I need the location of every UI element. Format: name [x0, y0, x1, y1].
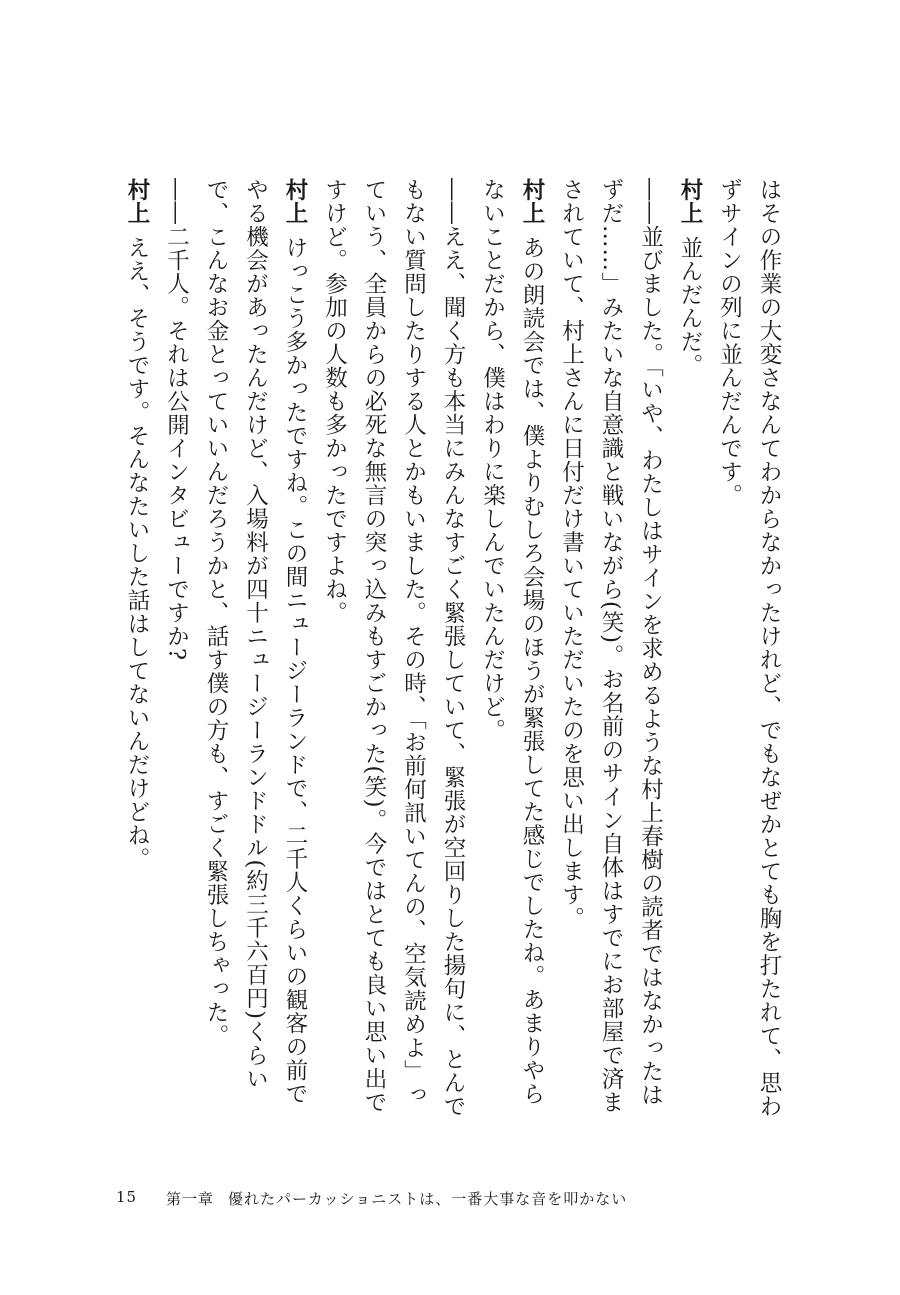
paragraph-6: 村上けっこう多かったですね。この間ニュージーランドで、二千人くらいの観客の前でやる機会があったんだけど、入場料が四十ニュージーランドドル(約三千六百円)くらいで、こんなお金とっていいんだろうかと、話す僕の方も、すごく緊張しちゃった。	[203, 178, 308, 1106]
speaker-label: 村上	[282, 178, 308, 225]
page-number: 15	[116, 1188, 138, 1206]
running-head	[166, 1188, 627, 1209]
paragraph-4: 村上あの朗読会では、僕よりむしろ会場のほうが緊張してた感じでしたね。あまりやらないことだから、僕はわりに楽しんでいたんだけど。	[479, 178, 545, 1106]
speaker-label: 村上	[519, 178, 545, 225]
speaker-label: 村上	[677, 178, 703, 225]
paragraph-7: ――二千人。それは公開インタビューですか?	[163, 178, 190, 662]
chapter-title: 優れたパーカッショニストは、一番大事な音を叩かない	[228, 1190, 628, 1208]
paragraph-3: ――並びました。「いや、わたしはサインを求めるような村上春樹の読者ではなかったはずだ……」みたいな自意識と戦いながら(笑)。お名前のサイン自体はすでにお部屋で済まされていて、村上さんに日付だけ書いていただいたのを思い出します。	[558, 178, 664, 1115]
page-footer	[0, 1188, 900, 1218]
body-text	[88, 178, 788, 1128]
chapter-label: 第一章	[166, 1190, 215, 1208]
speaker-label: 村上	[124, 178, 150, 225]
paragraph-1: はその作業の大変さなんてわからなかったけれど、でもなぜかとても胸を打たれて、思わずサインの列に並んだんです。	[716, 178, 782, 1118]
paragraph-5: ――ええ、聞く方も本当にみんなすごく緊張していて、緊張が空回りした揚句に、とんでもない質問したりする人とかもいました。その時、「お前何訊いてんの、空気読めよ」っていう、全員からの必死な無言の突っ込みもすごかった(笑)。今ではとても良い思い出ですけど。参加の人数も多かったですよね。	[321, 178, 466, 1118]
paragraph-8: 村上ええ、そうです。そんなたいした話はしてないんだけどね。	[124, 178, 150, 871]
paragraph-2: 村上並んだんだ。	[677, 178, 703, 378]
